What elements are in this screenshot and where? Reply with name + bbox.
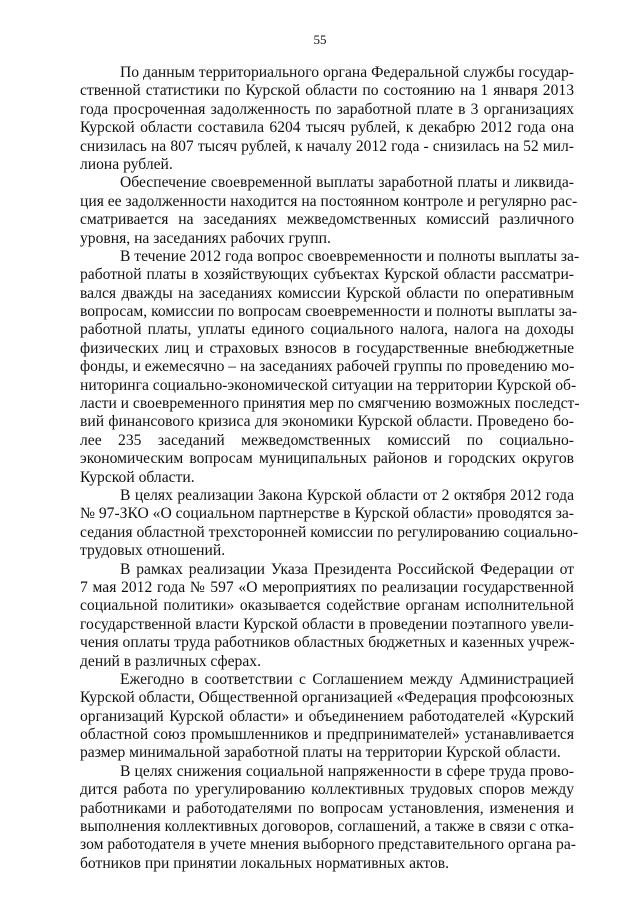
paragraph bbox=[80, 561, 574, 671]
text-line: дений в различных сферах. bbox=[80, 652, 261, 670]
text-line: Курской области. bbox=[80, 468, 195, 486]
text-line: физических лиц и страховых взносов в государственные внебюджетные bbox=[80, 339, 574, 357]
text-line: выполнения коллективных договоров, соглашений, а также в связи с отка- bbox=[80, 818, 574, 836]
text-line: дится работа по урегулированию коллективных трудовых споров между bbox=[80, 781, 574, 799]
text-line: социальной политики» оказывается содействие органам исполнительной bbox=[80, 597, 574, 615]
text-line: вопросам, комиссии по вопросам своевременности и полноты выплаты за- bbox=[80, 303, 578, 321]
text-line: зом работодателя в учете мнения выборного представительного органа ра- bbox=[80, 836, 576, 854]
text-line: В целях снижения социальной напряженности в сфере труда прово- bbox=[120, 762, 574, 780]
text-line: ция ее задолженности находится на постоянном контроле и регулярно рас- bbox=[80, 192, 578, 210]
text-line: Курской области составила 6204 тысяч рублей, к декабрю 2012 года она bbox=[80, 119, 574, 137]
text-line: ботников при принятии локальных нормативных актов. bbox=[80, 854, 450, 872]
text-line: работной платы в хозяйствующих субъектах Курской области рассматри- bbox=[80, 266, 574, 284]
text-line: чения оплаты труда работников областных бюджетных и казенных учреж- bbox=[80, 634, 575, 652]
text-line: ственной статистики по Курской области по состоянию на 1 января 2013 bbox=[80, 82, 574, 100]
body-text bbox=[80, 64, 580, 873]
text-line: № 97-ЗКО «О социальном партнерстве в Курской области» проводятся за- bbox=[80, 505, 574, 523]
text-line: организаций Курской области» и объединением работодателей «Курский bbox=[80, 707, 574, 725]
paragraph bbox=[80, 763, 574, 873]
text-line: лиона рублей. bbox=[80, 155, 173, 173]
text-line: лее 235 заседаний межведомственных комиссий по социально- bbox=[80, 431, 574, 449]
text-line: государственной власти Курской области в проведении поэтапного увели- bbox=[80, 615, 574, 633]
text-line: экономическим вопросам муниципальных районов и городских округов bbox=[80, 450, 574, 468]
page-number: 55 bbox=[313, 32, 327, 47]
paragraph bbox=[80, 174, 578, 248]
text-line: вий финансового кризиса для экономики Курской области. Проведено бо- bbox=[80, 413, 574, 431]
text-line: уровня, на заседаниях рабочих групп. bbox=[80, 229, 331, 247]
text-line: ласти и своевременного принятия мер по смягчению возможных последст- bbox=[80, 395, 580, 413]
paragraph bbox=[80, 64, 574, 174]
text-line: работной платы, уплаты единого социального налога, налога на доходы bbox=[80, 321, 574, 339]
text-line: областной союз промышленников и предпринимателей» устанавливается bbox=[80, 726, 574, 744]
text-line: размер минимальной заработной платы на территории Курской области. bbox=[80, 744, 561, 762]
text-line: года просроченная задолженность по заработной плате в 3 организациях bbox=[80, 100, 574, 118]
paragraph bbox=[80, 486, 579, 561]
text-line: Курской области, Общественной организацией «Федерация профсоюзных bbox=[80, 689, 574, 707]
text-line: В рамках реализации Указа Президента Российской Федерации от bbox=[120, 560, 574, 578]
paragraph bbox=[80, 247, 580, 487]
text-line: работниками и работодателями по вопросам установления, изменения и bbox=[80, 799, 574, 817]
text-line: сматривается на заседаниях межведомственных комиссий различного bbox=[80, 211, 574, 229]
text-line: По данным территориального органа Федеральной службы государ- bbox=[120, 64, 574, 81]
text-line: Обеспечение своевременной выплаты заработной платы и ликвида- bbox=[120, 174, 574, 192]
text-line: Ежегодно в соответствии с Соглашением между Администрацией bbox=[120, 670, 574, 688]
text-line: фонды, и ежемесячно – на заседаниях рабочей группы по проведению мо- bbox=[80, 358, 575, 376]
text-line: трудовых отношений. bbox=[80, 542, 226, 560]
text-line: ниторинга социально-экономической ситуации на территории Курской об- bbox=[80, 376, 577, 394]
text-line: В целях реализации Закона Курской области от 2 октября 2012 года bbox=[120, 486, 574, 504]
text-line: 7 мая 2012 года № 597 «О мероприятиях по реализации государственной bbox=[80, 578, 574, 596]
text-line: вался дважды на заседаниях комиссии Курской области по оперативным bbox=[80, 284, 574, 302]
text-line: снизилась на 807 тысяч рублей, к началу 2012 года - снизилась на 52 мил- bbox=[80, 137, 574, 155]
text-line: В течение 2012 года вопрос своевременности и полноты выплаты за- bbox=[120, 247, 580, 265]
paragraph bbox=[80, 671, 574, 763]
text-line: седания областной трехсторонней комиссии по регулированию социально- bbox=[80, 523, 579, 541]
